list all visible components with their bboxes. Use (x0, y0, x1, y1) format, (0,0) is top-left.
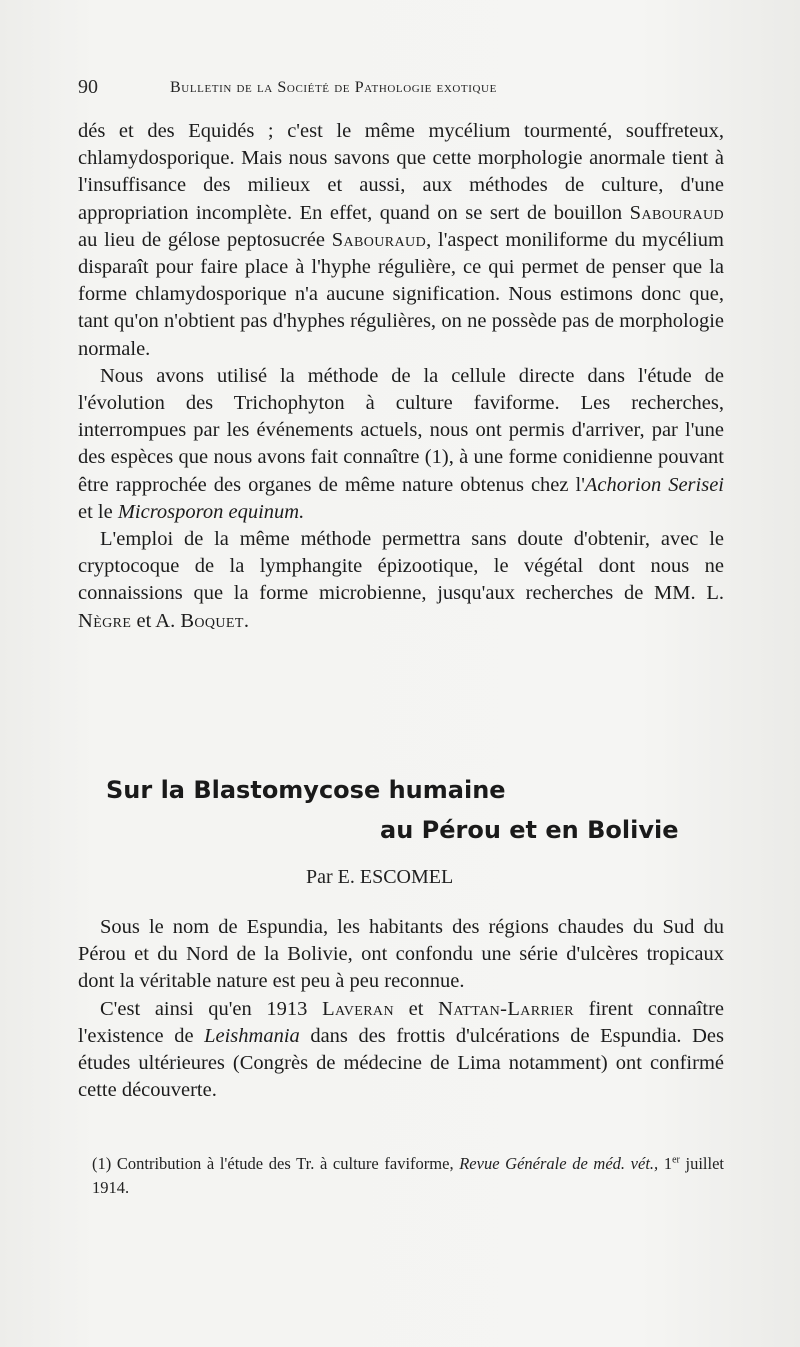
paragraph: Nous avons utilisé la méthode de la cellule directe dans l'étude de l'évolution des Trichophyton à culture faviforme. Les recherches, interrompues par les événements actuels, nous ont permis d'arriver, par l'une des espèces que nous avons fait connaître (1), à une forme conidienne pouvant être rapprochée des organes de même nature obtenus chez l'Achorion Serisei et le Microsporon equinum. (78, 364, 725, 523)
article-title-line2: au Pérou et en Bolivie (380, 816, 679, 844)
paragraph: Sous le nom de Espundia, les habitants des régions chaudes du Sud du Pérou et du Nord de la Bolivie, ont confondu une série d'ulcères tropicaux dont la véritable nature est peu à peu reconnue. (78, 916, 724, 993)
paragraph: L'emploi de la même méthode permettra sans doute d'obtenir, avec le cryptocoque de la lymphangite épizootique, le végétal dont nous ne connaissions que la forme microbienne, jusqu'aux recherches de MM. L. Nègre et A. Boquet. (78, 528, 724, 632)
paragraph: C'est ainsi qu'en 1913 Laveran et Nattan-Larrier firent connaître l'existence de Leishmania dans des frottis d'ulcérations de Espundia. Des études ultérieures (Congrès de médecine de Lima notamment) ont confirmé cette découverte. (78, 997, 724, 1102)
running-head: Bulletin de la Société de Pathologie exotique (170, 79, 497, 96)
continued-text (78, 118, 724, 635)
footnote: (1) Contribution à l'étude des Tr. à culture faviforme, Revue Générale de méd. vét., 1er juillet 1914. (92, 1154, 724, 1197)
page-number: 90 (78, 76, 98, 98)
article-byline: Par E. ESCOMEL (306, 866, 454, 888)
paragraph: dés et des Equidés ; c'est le même mycélium tourmenté, souffreteux, chlamydosporique. Mais nous savons que cette morphologie anormale tient à l'insuffisance des milieux et aussi, aux méthodes de culture, d'une appropriation incomplète. En effet, quand on se sert de bouillon Sabouraud au lieu de gélose peptosucrée Sabouraud, l'aspect moniliforme du mycélium disparaît pour faire place à l'hyphe régulière, ce qui permet de penser que la forme chlamydosporique n'a aucune signification. Nous estimons donc que, tant qu'on n'obtient pas d'hyphes régulières, on ne possède pas de morphologie normale. (78, 120, 724, 360)
article-text (78, 914, 724, 1104)
page-header (78, 76, 778, 106)
article-title (106, 770, 686, 850)
article-title-line1: Sur la Blastomycose humaine (106, 776, 506, 804)
